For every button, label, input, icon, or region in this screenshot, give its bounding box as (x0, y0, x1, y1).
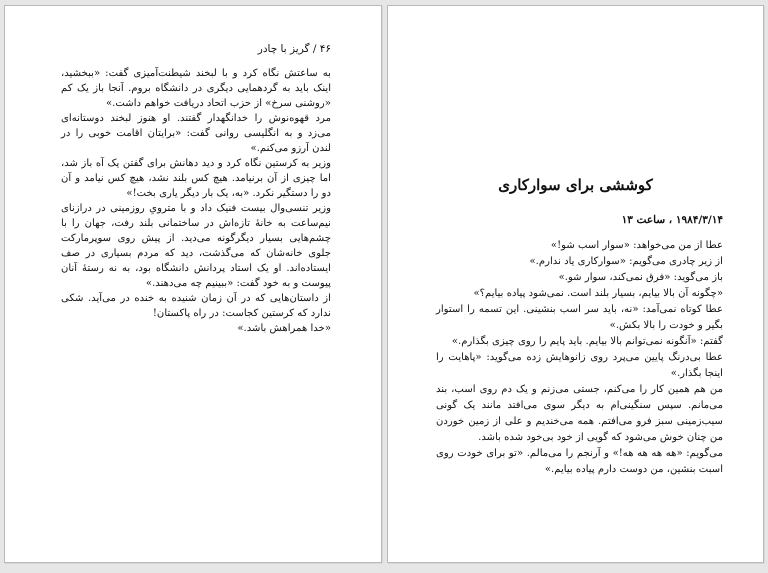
paragraph: گفتم: «آنگونه نمی‌توانم بالا بیایم. باید پایم را روی چیزی بگذارم.» (451, 336, 723, 347)
paragraph: می‌گویم: «هه هه هه هه!» و آرنجم را می‌مالم. «تو برای خودت روی اسبت بنشین، من دوست دارم پیاده بیایم.» (436, 448, 723, 475)
right-page-body (436, 238, 723, 478)
paragraph: عطا از من می‌خواهد: «سوار اسب شو!» (550, 240, 723, 251)
right-page (387, 5, 764, 563)
paragraph: از داستان‌هایی که در آن زمان شنیده به خنده در می‌آید. شکی ندارد که کرستین کجاست: در راه پاکستان! (61, 293, 331, 319)
paragraph: «خدا همراهش باشد.» (237, 323, 331, 334)
running-header: ۴۶ / گریز با چادر (257, 43, 331, 55)
left-page (4, 5, 382, 563)
paragraph: عطا کوتاه نمی‌آمد: «نه، باید سر اسب بنشینی. این تسمه را استوار بگیر و خودت را بالا بکش.» (436, 304, 723, 331)
paragraph: وزیر به کرستین نگاه کرد و دید دهانش برای گفتن یک آه باز شد، اما چیزی از آن برنیامد. هیچ کس بلند نشد، هیچ کس نیامد و آن دو را دستگیر نکرد. «به، یک بار دیگر یاری بخت!» (61, 158, 331, 199)
paragraph: وزیر تنسی‌وال بیست فنیک داد و با مترویِ روزمینی در درازنای نیم‌ساعت به خانهٔ تازه‌اش در ساختمانی بلند رفت، جهان را با چشم‌هایی بسیار دیگرگونه می‌دید. از پیش روی سوپرمارکت جلوی خانه‌شان که می‌گذشت، دید که مردم بسیاری در صف ایستاده‌اند. او یک استاد پردانش دانشگاه بود، به نه رستهٔ آنان پیوست و به خود گفت: «ببینیم چه می‌دهند.» (61, 203, 331, 289)
paragraph: باز می‌گوید: «فرق نمی‌کند، سوار شو.» (558, 272, 723, 283)
paragraph: از زیر چادری می‌گویم: «سوارکاری یاد ندارم.» (529, 256, 723, 267)
paragraph: من هم همین کار را می‌کنم، جستی می‌زنم و یک دم روی اسب، بند می‌مانم. سپس سنگینی‌ام به دیگر سوی می‌افتد مانند یک گونی سیب‌زمینی سبز فرو می‌افتم. همه می‌خندیم و علی از زمین خوردن من چنان خوش می‌شود که گویی از خود بی‌خود شده باشد. (436, 384, 723, 443)
date-line: ۱۹۸۴/۳/۱۴ ، ساعت ۱۳ (621, 214, 723, 226)
paragraph: عطا بی‌درنگ پایین می‌پرد روی زانوهایش زده می‌گوید: «پاهایت را اینجا بگذار.» (436, 352, 723, 379)
paragraph: «چگونه آن بالا بیایم، بسیار بلند است. نمی‌شود پیاده بیایم؟» (473, 288, 723, 299)
paragraph: به ساعتش نگاه کرد و با لبخند شیطنت‌آمیزی گفت: «ببخشید، اینک باید به گردهمایی دیگری در دانشگاه بروم. آنجا باز یک کم «روشنی سرخ» از حزب اتحاد دریافت خواهم داشت.» (61, 68, 331, 109)
chapter-title: کوششی برای سوارکاری (498, 176, 653, 194)
left-page-body (61, 66, 331, 336)
paragraph: مرد قهوه‌نوش را خدانگهدار گفتند. او هنوز لبخند دوستانه‌ای می‌زد و به انگلیسی روانی گفت: «برایتان اقامت خوبی را در لندن آرزو می‌کنم.» (61, 113, 331, 154)
